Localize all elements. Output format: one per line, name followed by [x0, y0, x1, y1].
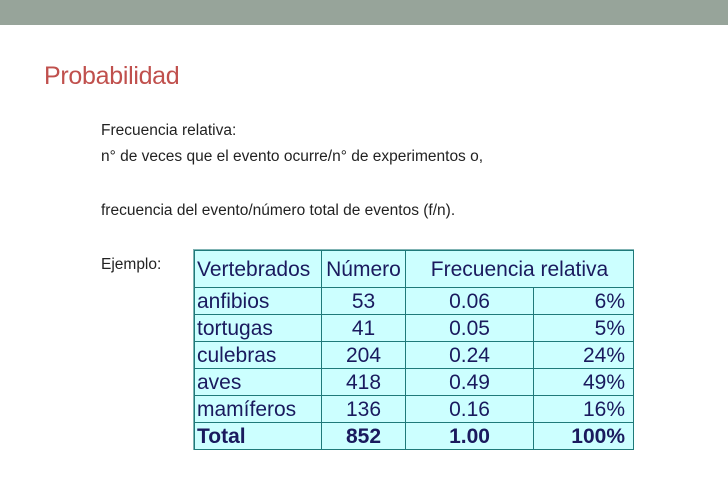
total-percent: 100%	[534, 423, 634, 450]
table-row	[195, 396, 634, 423]
cell-count: 418	[322, 369, 406, 396]
cell-group: culebras	[195, 342, 322, 369]
cell-count: 204	[322, 342, 406, 369]
table-row	[195, 288, 634, 315]
cell-fraction: 0.24	[406, 342, 534, 369]
cell-fraction: 0.16	[406, 396, 534, 423]
total-fraction: 1.00	[406, 423, 534, 450]
cell-group: anfibios	[195, 288, 322, 315]
table-row	[195, 315, 634, 342]
cell-percent: 24%	[534, 342, 634, 369]
cell-percent: 16%	[534, 396, 634, 423]
definition-formula-2: frecuencia del evento/número total de eventos (f/n).	[101, 202, 456, 219]
definition-heading: Frecuencia relativa:	[101, 122, 237, 139]
slide-title: Probabilidad	[44, 62, 180, 90]
top-decorative-bar	[0, 0, 728, 25]
cell-group: tortugas	[195, 315, 322, 342]
header-numero: Número	[322, 251, 406, 288]
cell-fraction: 0.05	[406, 315, 534, 342]
table-row	[195, 369, 634, 396]
table-row	[195, 342, 634, 369]
header-frecuencia-relativa: Frecuencia relativa	[406, 251, 634, 288]
cell-fraction: 0.06	[406, 288, 534, 315]
definition-formula-1: n° de veces que el evento ocurre/n° de experimentos o,	[101, 148, 484, 165]
cell-count: 41	[322, 315, 406, 342]
table-total-row	[195, 423, 634, 450]
example-label: Ejemplo:	[101, 256, 162, 273]
frequency-table	[193, 249, 634, 450]
cell-percent: 6%	[534, 288, 634, 315]
cell-percent: 5%	[534, 315, 634, 342]
total-label: Total	[195, 423, 322, 450]
cell-count: 53	[322, 288, 406, 315]
cell-group: aves	[195, 369, 322, 396]
cell-count: 136	[322, 396, 406, 423]
total-count: 852	[322, 423, 406, 450]
header-vertebrados: Vertebrados	[195, 251, 322, 288]
cell-percent: 49%	[534, 369, 634, 396]
cell-fraction: 0.49	[406, 369, 534, 396]
cell-group: mamíferos	[195, 396, 322, 423]
table-header-row	[195, 251, 634, 288]
